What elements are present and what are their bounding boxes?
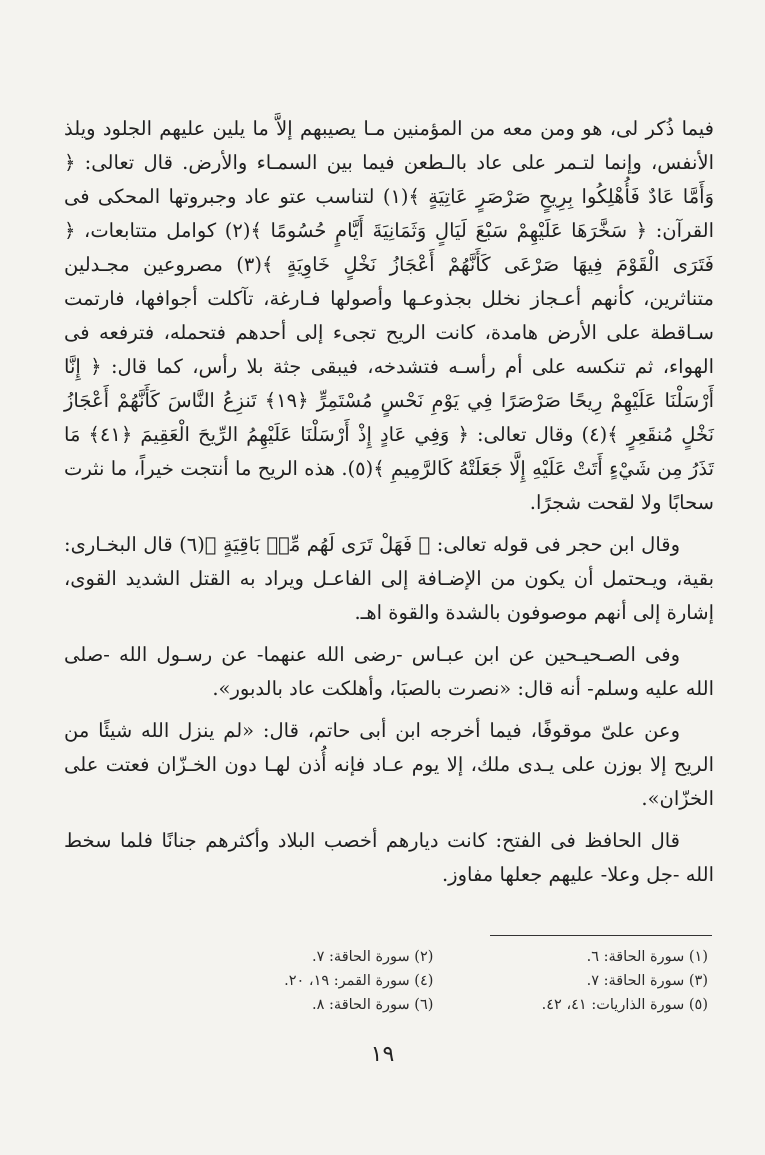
paragraph-3 xyxy=(64,638,714,706)
footnote-row xyxy=(180,993,708,1017)
footnote-3: (٣) سورة الحاقة: ٧. xyxy=(586,973,708,989)
footnote-2: (٢) سورة الحاقة: ٧. xyxy=(312,949,434,965)
footnote-5: (٥) سورة الذاريات: ٤١، ٤٢. xyxy=(541,997,708,1013)
paragraph-5 xyxy=(64,824,714,892)
paragraph-1-text: فيما ذُكر لى، هو ومن معه من المؤمنين مـا يصيبهم إلاَّ ما يلين عليهم الجلود ويلذ الأنفس، وإنما لتـمر على عاد بالـطعن فيما بين السمـاء والأرض. قال تعالى: ﴿ وَأَمَّا عَادٌ فَأُهْلِكُوا بِرِيحٍ صَرْصَرٍ عَاتِيَةٍ ﴾(١) لتناسب عتو عاد وجبروتها المحكى فى القرآن: ﴿ سَخَّرَهَا عَلَيْهِمْ سَبْعَ لَيَالٍ وَثَمَانِيَةَ أَيَّامٍ حُسُومًا ﴾(٢) كوامل متتابعات، ﴿ فَتَرَى الْقَوْمَ فِيهَا صَرْعَى كَأَنَّهُمْ أَعْجَازُ نَخْلٍ خَاوِيَةٍ ﴾(٣) مصروعين مجـدلين متناثرين، كأنهم أعـجاز نخلل بجذوعـها وأصولها فـارغة، تآكلت أجوافها، فارتمت سـاقطة على الأرض هامدة، كانت الريح تجىء إلى أحدهم فتحمله، فترفعه فى الهواء، ثم تنكسه على أم رأسـه فتشدخه، فيبقى جثة بلا رأس، كما قال: ﴿ إِنَّا أَرْسَلْنَا عَلَيْهِمْ رِيحًا صَرْصَرًا فِي يَوْمِ نَحْسٍ مُسْتَمِرٍّ ﴿١٩﴾ تَنزِعُ النَّاسَ كَأَنَّهُمْ أَعْجَازُ نَخْلٍ مُنقَعِرٍ ﴾(٤) وقال تعالى: ﴿ وَفِي عَادٍ إِذْ أَرْسَلْنَا عَلَيْهِمُ الرِّيحَ الْعَقِيمَ ﴿٤١﴾ مَا تَذَرُ مِن شَيْءٍ أَتَتْ عَلَيْهِ إِلَّا جَعَلَتْهُ كَالرَّمِيمِ ﴾(٥). هذه الريح ما أنتجت خيراً، ما نثرت سحابًا ولا لقحت شجرًا. xyxy=(64,117,715,514)
footnote-divider xyxy=(490,935,712,936)
main-text xyxy=(64,112,714,892)
paragraph-2 xyxy=(64,528,714,630)
footnote-1: (١) سورة الحاقة: ٦. xyxy=(586,949,708,965)
footnote-6: (٦) سورة الحاقة: ٨. xyxy=(312,997,434,1013)
paragraph-2-text: وقال ابن حجر فى قوله تعالى: ﴿ فَهَلْ تَرَى لَهُم مِّنۢ بَاقِيَةٍ ﴾(٦) قال البخـارى: بقية، ويـحتمل أن يكون من الإضـافة إلى الفاعـل ويراد به القتل الشديد القوى، إشارة إلى أنهم موصوفون بالشدة والقوة اهـ. xyxy=(64,533,714,624)
paragraph-5-text: قال الحافظ فى الفتح: كانت ديارهم أخصب البلاد وأكثرهم جنانًا فلما سخط الله -جل وعلا- عليهم جعلها مفاوز. xyxy=(64,829,714,886)
paragraph-3-text: وفى الصـحيـحين عن ابن عبـاس -رضى الله عنهما- عن رسـول الله -صلى الله عليه وسلم- أنه قال: «نصرت بالصبَا، وأهلكت عاد بالدبور». xyxy=(64,643,714,700)
page-number: ١٩ xyxy=(370,1042,395,1067)
paragraph-1 xyxy=(64,112,714,520)
footnote-4: (٤) سورة القمر: ١٩، ٢٠. xyxy=(284,973,434,989)
footnotes xyxy=(180,945,708,1017)
footnote-row xyxy=(180,969,708,993)
paragraph-4-text: وعن علىّ موقوفًا، فيما أخرجه ابن أبى حاتم، قال: «لم ينزل الله شيئًا من الريح إلا بوزن على يـدى ملك، إلا يوم عـاد فإنه أُذن لهـا دون الخـزّان فعتت على الخزّان». xyxy=(64,719,714,810)
footnote-row xyxy=(180,945,708,969)
paragraph-4 xyxy=(64,714,714,816)
